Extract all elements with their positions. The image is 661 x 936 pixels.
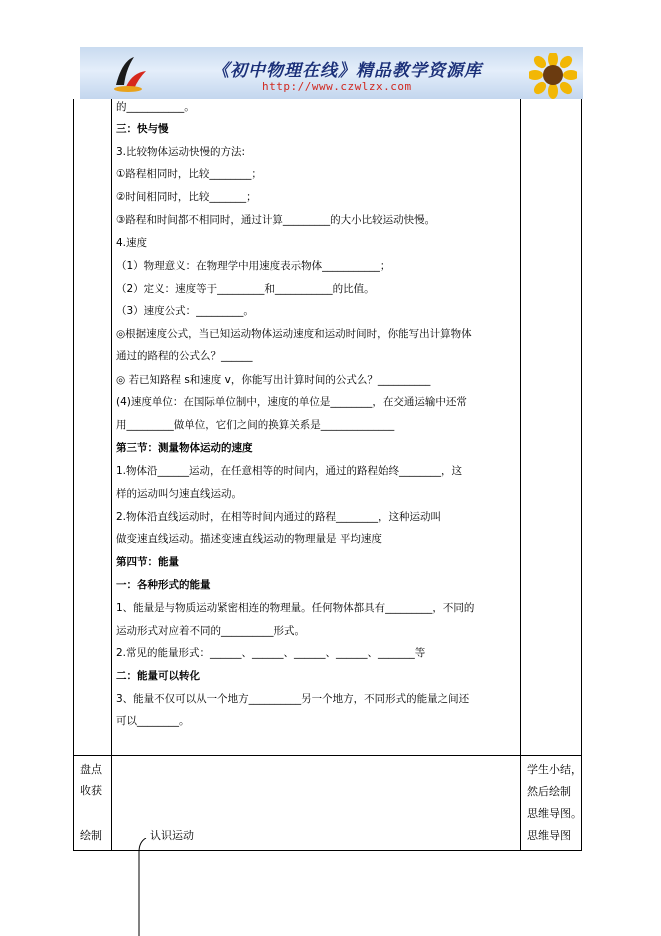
text-line: 做变速直线运动。描述变速直线运动的物理量是 平均速度 [116,533,382,545]
site-logo-icon [112,55,148,93]
text-line: 的___________。 [116,101,195,113]
text-line: ③路程和时间都不相同时，通过计算_________的大小比较运动快慢。 [116,214,436,226]
text-line: 3、能量不仅可以从一个地方__________另一个地方，不同形式的能量之间还 [116,693,470,705]
text-line: (4)速度单位：在国际单位制中，速度的单位是________，在交通运输中还常 [116,396,467,408]
header-banner [80,47,583,99]
text-line: 2.常见的能量形式：______、______、______、______、_______等 [116,647,426,659]
section-heading: 二：能量可以转化 [116,670,200,682]
text-line: 2.物体沿直线运动时，在相等时间内通过的路程________，这种运动叫 [116,511,442,523]
text-line: 样的运动叫匀速直线运动。 [116,488,242,500]
text-line: （3）速度公式：_________。 [116,305,254,317]
row-label-2: 收获 [80,784,102,797]
mindmap-branch-label: 认识运动 [150,829,194,842]
text-line: ◎ 若已知路程 s和速度 v，你能写出计算时间的公式么？__________ [116,374,431,386]
row-label-1: 盘点 [80,763,102,776]
section-heading: 第三节：测量物体运动的速度 [116,442,253,454]
text-line: ①路程相同时，比较________； [116,168,262,180]
section-heading: 第四节：能量 [116,556,179,568]
mindmap-line [138,838,148,936]
section-heading: 一：各种形式的能量 [116,579,211,591]
banner-url: http://www.czwlzx.com [262,80,412,93]
row-label-3: 绘制 [80,829,102,842]
text-line: 1.物体沿______运动，在任意相等的时间内，通过的路程始终________，这 [116,465,463,477]
text-line: 1、能量是与物质运动紧密相连的物理量。任何物体都具有_________，不同的 [116,602,475,614]
text-line: ◎根据速度公式，当已知运动物体运动速度和运动时间时，你能写出计算物体 [116,328,472,340]
text-line: 3.比较物体运动快慢的方法: [116,146,246,158]
section-heading: 三：快与慢 [116,123,169,135]
text-line: 4.速度 [116,237,148,249]
text-line: （1）物理意义：在物理学中用速度表示物体___________； [116,260,391,272]
text-line: （2）定义：速度等于_________和___________的比值。 [116,283,375,295]
text-line: 通过的路程的公式么？______ [116,350,253,362]
text-line: 运动形式对应着不同的__________形式。 [116,625,305,637]
sunflower-icon [529,53,577,99]
text-line: ②时间相同时，比较_______； [116,191,257,203]
student-summary-note: 学生小结， 然后绘制 思维导图。 思维导图 [527,763,582,842]
banner-title: 《初中物理在线》精品教学资源库 [212,61,482,81]
text-line: 用_________做单位，它们之间的换算关系是______________ [116,419,395,431]
text-line: 可以________。 [116,715,190,727]
